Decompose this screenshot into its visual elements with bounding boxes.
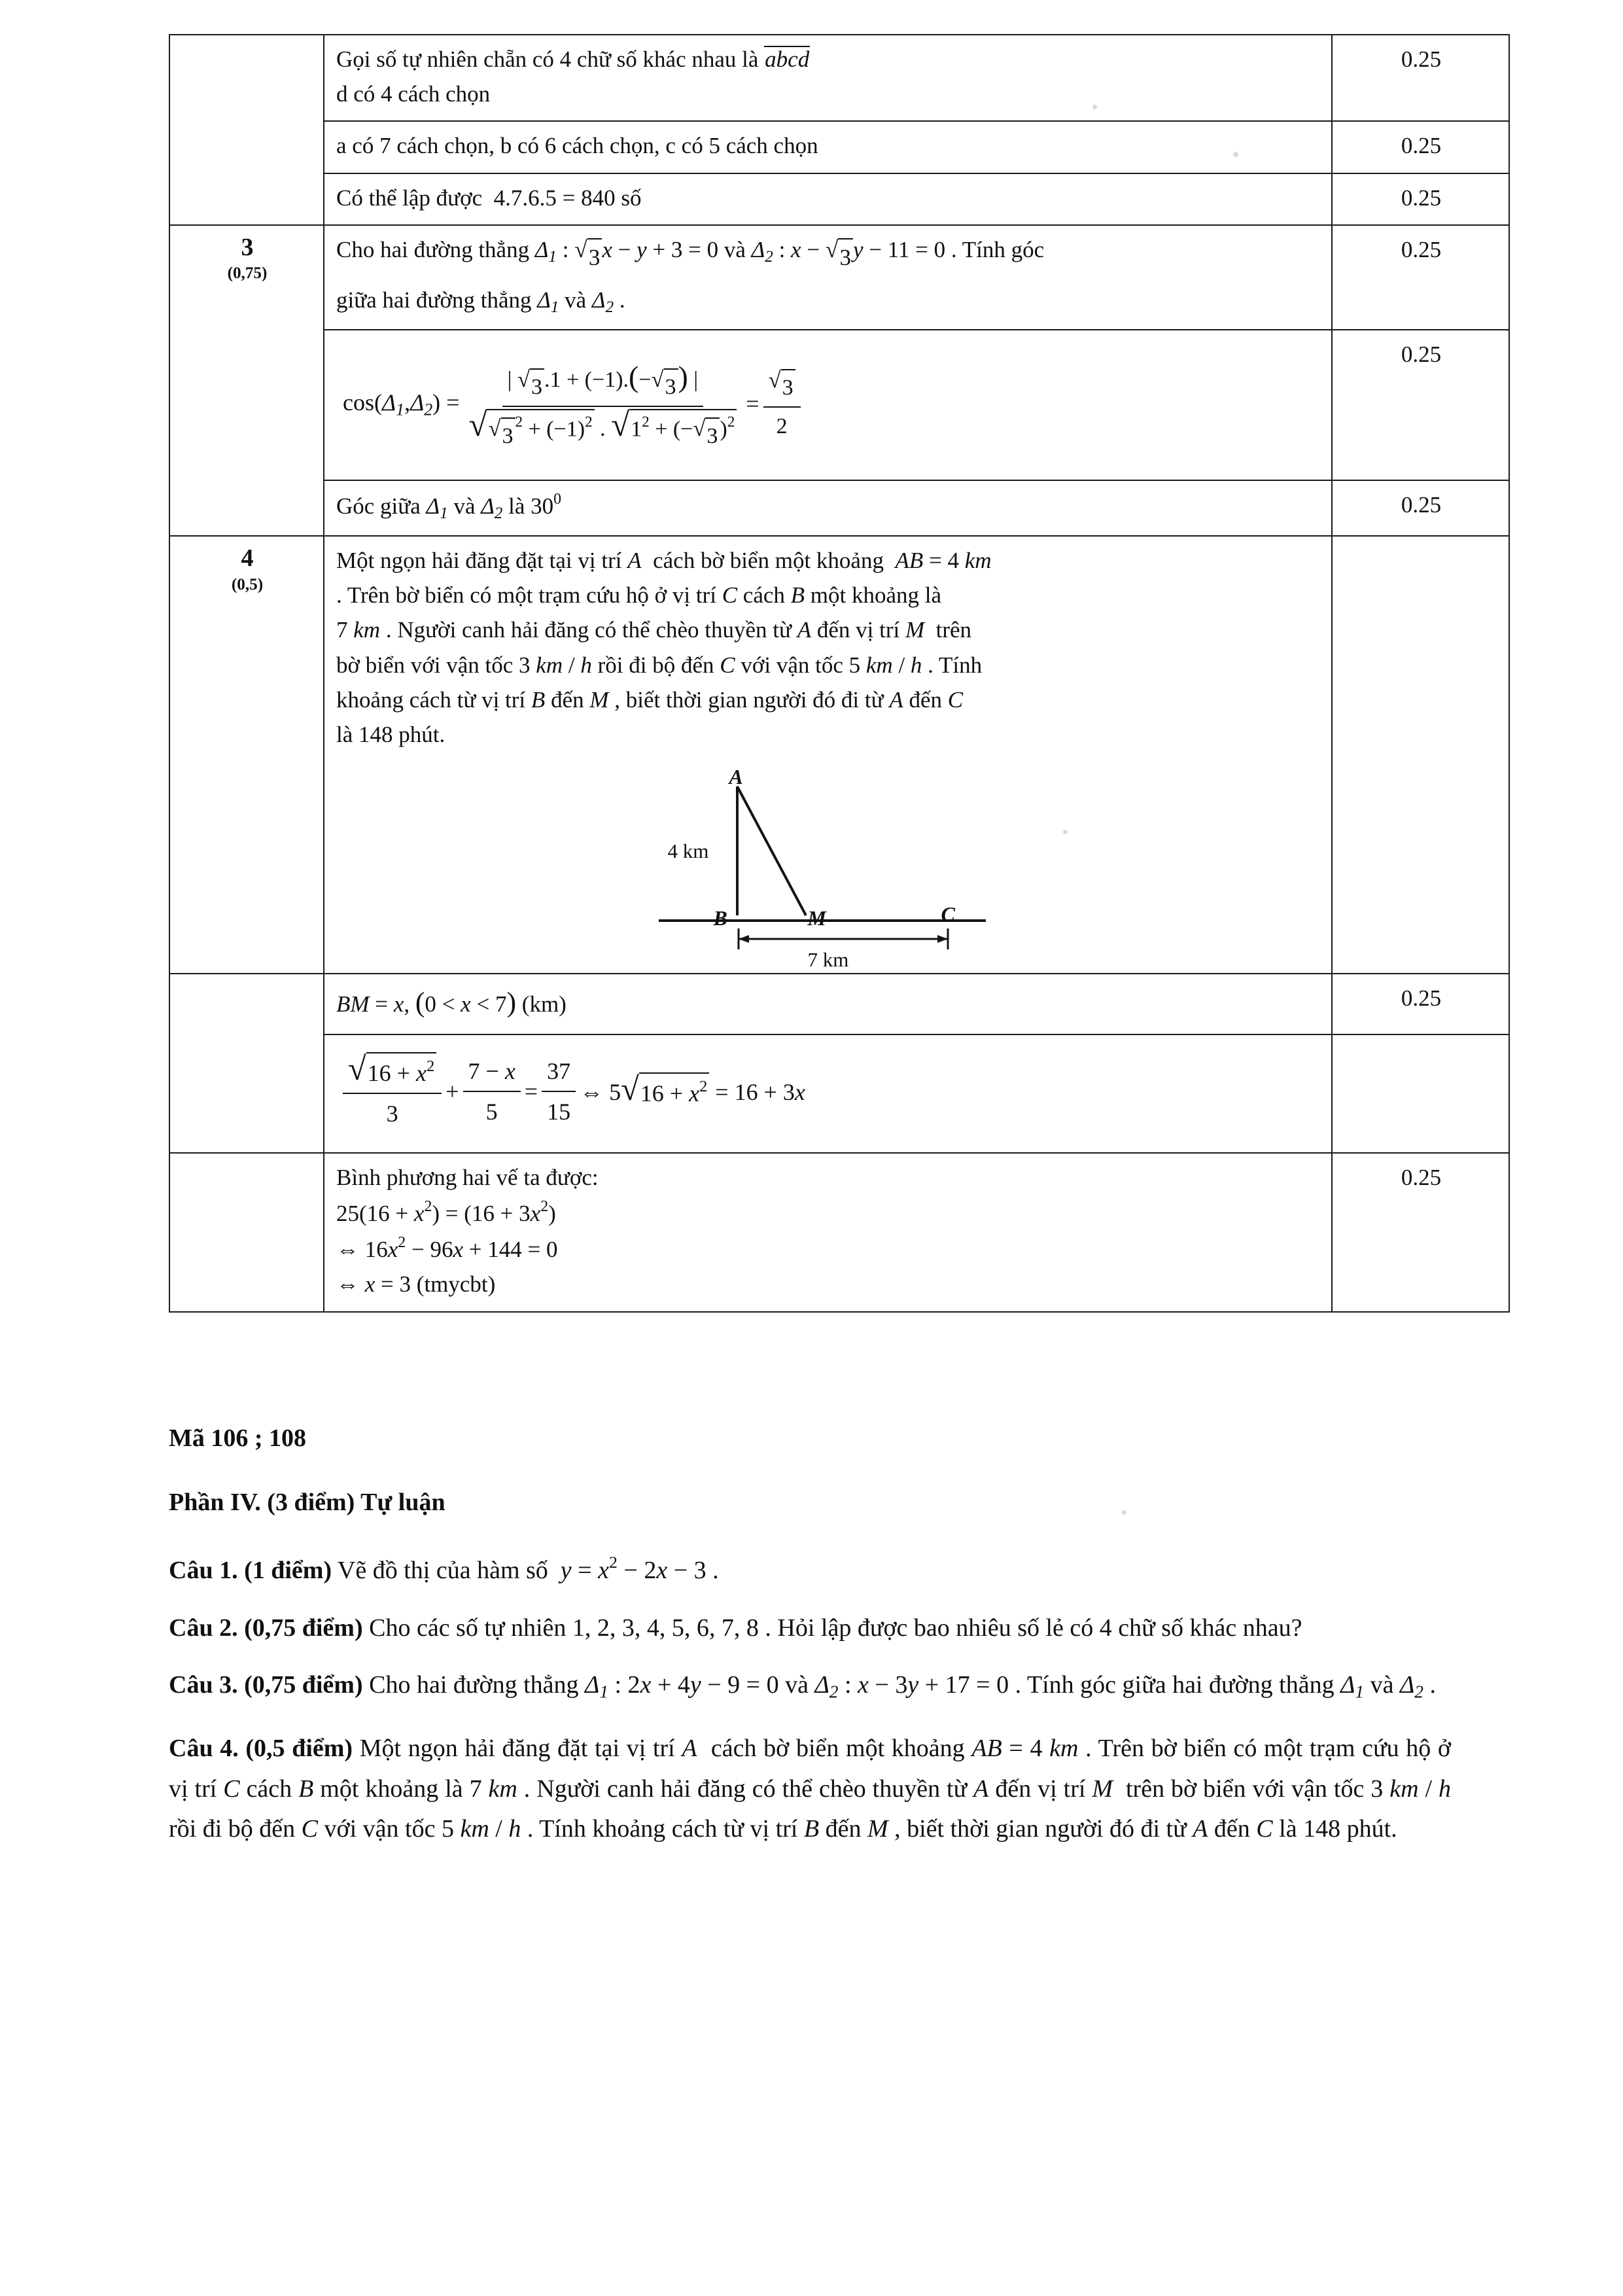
formula-cell — [324, 1034, 1332, 1154]
answer-cell — [324, 173, 1332, 225]
answer-cell — [324, 35, 1332, 121]
table-row — [169, 35, 1509, 121]
answer-line: a có 7 cách chọn, b có 6 cách chọn, c có 5 cách chọn — [336, 133, 818, 159]
table-row — [169, 1153, 1509, 1311]
question-1-label: Câu 1. (1 điểm) — [169, 1557, 332, 1585]
points-cell: 0.25 — [1332, 1153, 1509, 1311]
answer-cell — [324, 480, 1332, 536]
answer-line: Một ngọn hải đăng đặt tại vị trí A cách bờ biển một khoảng AB = 4 km — [336, 548, 992, 574]
figure-label-horizontal: 7 km — [807, 948, 849, 972]
table-row — [169, 480, 1509, 536]
answer-line: là 148 phút. — [336, 721, 445, 747]
question-points: (0,5) — [231, 575, 264, 593]
question-2-label: Câu 2. (0,75 điểm) — [169, 1614, 363, 1642]
answer-line: Có thể lập được 4.7.6.5 = 840 số — [336, 185, 642, 211]
exam-code: Mã 106 ; 108 — [169, 1424, 307, 1452]
answer-line: . Trên bờ biển có một trạm cứu hộ ở vị trí C cách B một khoảng là — [336, 582, 942, 609]
question-number: 3 — [241, 233, 254, 261]
points-cell: 0.25 — [1332, 173, 1509, 225]
table-row — [169, 225, 1509, 330]
question-4: Câu 4. (0,5 điểm) Một ngọn hải đăng đặt tại vị trí A cách bờ biển một khoảng AB = 4 km . Trên bờ biển có một trạm cứu hộ ở vị trí C cách B một khoảng là 7 km . Người canh hải đăng có thể chèo thuyền từ A đến vị trí M trên bờ biển với vận tốc 3 km / h rồi đi bộ đến C với vận tốc 5 km / h . Tính khoảng cách từ vị trí B đến M , biết thời gian người đó đi từ A đến C là 148 phút. — [169, 1735, 1452, 1843]
question-number-cell — [169, 1153, 324, 1311]
question-number-cell — [169, 225, 324, 536]
points-cell: 0.25 — [1332, 225, 1509, 330]
question-1: Câu 1. (1 điểm) Vẽ đồ thị của hàm số $y = x^2 - 2x - 3$ . — [169, 1553, 719, 1585]
points-cell: 0.25 — [1332, 974, 1509, 1034]
answer-cell — [324, 974, 1332, 1034]
answer-line: BM = x, (0 < x < 7) (km) — [336, 987, 567, 1019]
answer-line: Góc giữa $\Delta_1$ và $\Delta_2$ là $30^0$ — [336, 490, 562, 522]
table-row — [169, 121, 1509, 173]
answer-line: khoảng cách từ vị trí B đến M , biết thời gian người đó đi từ A đến C — [336, 686, 964, 713]
question-points: (0,75) — [227, 264, 268, 283]
part-heading: Phần IV. (3 điểm) Tự luận — [169, 1488, 445, 1516]
grading-table-wrapper — [169, 34, 1442, 1313]
figure-label-b: B — [713, 906, 727, 930]
question-number: 4 — [241, 544, 254, 573]
question-3: Câu 3. (0,75 điểm) Cho hai đường thẳng $\Delta_1$ : 2x + 4y − 9 = 0 và $\Delta_2$ : x − 3y + 17 = 0 . Tính góc giữa hai đường thẳng $\Delta_1$ và $\Delta_2$ . — [169, 1671, 1436, 1702]
points-cell: 0.25 — [1332, 35, 1509, 121]
grading-table — [169, 34, 1510, 1313]
question-2: Câu 2. (0,75 điểm) Cho các số tự nhiên 1, 2, 3, 4, 5, 6, 7, 8 . Hỏi lập được bao nhiêu số lẻ có 4 chữ số khác nhau? — [169, 1614, 1302, 1642]
answer-line: ⇔ $16x^2 - 96x + 144 = 0$ — [336, 1234, 558, 1263]
table-row — [169, 173, 1509, 225]
points-cell: 0.25 — [1332, 330, 1509, 480]
answer-line: Bình phương hai vế ta được: — [336, 1165, 599, 1191]
answer-cell — [324, 121, 1332, 173]
answer-line: Gọi số tự nhiên chẵn có 4 chữ số khác nhau là abcd — [336, 46, 810, 72]
formula-cell — [324, 330, 1332, 480]
question-4-label: Câu 4. (0,5 điểm) — [169, 1735, 353, 1763]
answer-line: Cho hai đường thẳng $\Delta_1$ : √ 3 x − y + 3 = 0 và $\Delta_2$ : x − √ 3 y − 11 = 0 . Tính góc — [336, 232, 1321, 275]
answer-line: d có 4 cách chọn — [336, 81, 491, 107]
points-cell — [1332, 1034, 1509, 1154]
answer-cell — [324, 536, 1332, 974]
points-cell — [1332, 536, 1509, 974]
answer-line: $25(16 + x^2) = (16 + 3x^2)$ — [336, 1198, 556, 1227]
answer-cell — [324, 225, 1332, 330]
points-cell: 0.25 — [1332, 480, 1509, 536]
question-number-cell — [169, 974, 324, 1153]
table-row — [169, 536, 1509, 974]
answer-line: ⇔ x = 3 (tmycbt) — [336, 1271, 496, 1298]
figure-label-c: C — [941, 902, 955, 927]
table-row — [169, 1034, 1509, 1154]
answer-line: giữa hai đường thẳng $\Delta_1$ và $\Delta_2$ . — [336, 287, 625, 316]
question-number-cell — [169, 35, 324, 225]
figure-label-m: M — [807, 906, 826, 930]
answer-line: 7 km . Người canh hải đăng có thể chèo thuyền từ A đến vị trí M trên — [336, 617, 972, 643]
points-cell: 0.25 — [1332, 121, 1509, 173]
equation-formula: √ $16 + x^2$ 3 + $\frac{7 - x}{5}$ = $\frac{37}{15}$ ⇔ 5 √ $16 + x^2$ = 16 + 3x — [336, 1042, 1321, 1144]
answer-line: bờ biển với vận tốc 3 km / h rồi đi bộ đến C với vận tốc 5 km / h . Tính — [336, 652, 983, 678]
triangle-figure — [646, 764, 1012, 972]
question-3-label: Câu 3. (0,75 điểm) — [169, 1671, 363, 1699]
table-row — [169, 974, 1509, 1034]
table-row — [169, 330, 1509, 480]
question-number-cell — [169, 536, 324, 974]
cos-formula: $\cos(\Delta_1,\Delta_2)$ = | √ 3 .1 + (−1).(− √ 3 ) | √ √ 3 $^2 + (-1)^2$ . √ $1^2$ + (− √ 3 )$^2$ = √ 3 2 — [336, 337, 1321, 470]
post-table-content — [169, 1419, 1451, 1867]
figure-label-a: A — [729, 765, 743, 789]
answer-cell — [324, 1153, 1332, 1311]
figure-label-vertical: 4 km — [667, 839, 709, 863]
